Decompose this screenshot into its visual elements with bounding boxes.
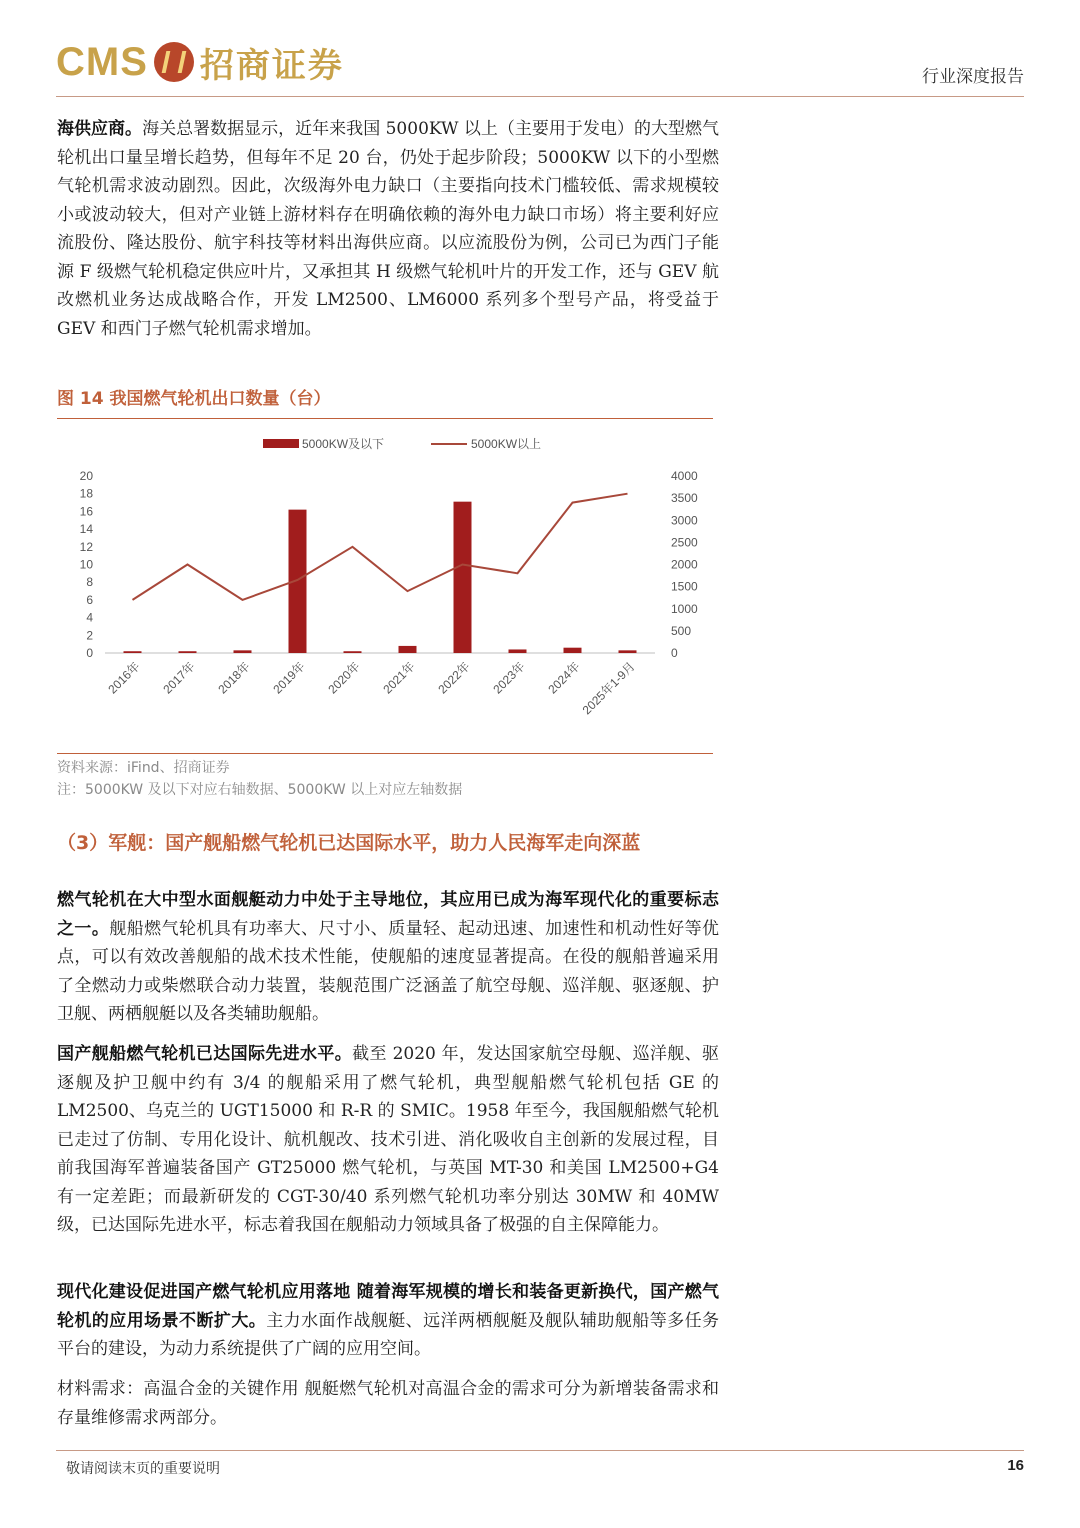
section-title: （3）军舰：国产舰船燃气轮机已达国际水平，助力人民海军走向深蓝	[57, 832, 641, 854]
y-left-tick-label: 4	[86, 610, 93, 625]
paragraph-naval-dominance	[57, 886, 719, 1029]
y-left-tick-label: 2	[86, 628, 93, 643]
company-logo	[56, 38, 344, 86]
x-tick-label: 2018年	[215, 659, 253, 697]
paragraph-body: 材料需求：高温合金的关键作用 舰艇燃气轮机对高温合金的需求可分为新增装备需求和存量维修需求两部分。	[57, 1379, 719, 1428]
bar-2023年	[509, 649, 527, 653]
footer-divider	[56, 1450, 1024, 1451]
figure-title: 图 14 我国燃气轮机出口数量（台）	[57, 389, 331, 409]
y-right-tick-label: 3000	[671, 513, 698, 528]
paragraph-material-demand	[57, 1375, 719, 1432]
x-tick-label: 2020年	[325, 659, 363, 697]
bar-2018年	[234, 650, 252, 653]
paragraph-body: 舰船燃气轮机具有功率大、尺寸小、质量轻、起动迅速、加速性和机动性好等优点，可以有效改善舰船的战术技术性能，使舰船的速度显著提高。在役的舰船普遍采用了全燃动力或柴燃联合动力装置，装舰范围广泛涵盖了航空母舰、巡洋舰、驱逐舰、护卫舰、两栖舰艇以及各类辅助舰船。	[57, 918, 720, 1024]
x-tick-label: 2025年1-9月	[579, 659, 638, 718]
bar-2017年	[179, 651, 197, 653]
paragraph-lead: 国产舰船燃气轮机已达国际先进水平。	[57, 1044, 353, 1064]
y-left-tick-label: 0	[86, 646, 93, 660]
legend-swatch-bar	[263, 439, 299, 448]
x-tick-label: 2016年	[105, 659, 143, 697]
logo-cn-text: 招商证券	[199, 45, 344, 86]
paragraph-export-suppliers	[57, 115, 719, 343]
export-chart	[57, 420, 713, 750]
paragraph-domestic-level	[57, 1040, 719, 1240]
bar-2022年	[454, 502, 472, 653]
header-divider	[56, 96, 1024, 97]
y-right-tick-label: 3500	[671, 491, 698, 506]
x-tick-label: 2021年	[380, 659, 418, 697]
y-left-tick-label: 12	[79, 539, 93, 554]
bar-2020年	[344, 651, 362, 653]
x-tick-label: 2024年	[545, 659, 583, 697]
paragraph-lead: 海供应商。	[57, 119, 143, 139]
bar-2021年	[399, 646, 417, 653]
y-right-tick-label: 4000	[671, 469, 698, 483]
y-left-tick-label: 8	[86, 575, 93, 590]
x-tick-label: 2019年	[270, 659, 308, 697]
y-left-tick-label: 6	[86, 592, 93, 607]
y-right-tick-label: 1000	[671, 601, 698, 616]
report-type: 行业深度报告	[922, 67, 1024, 87]
y-left-tick-label: 14	[79, 522, 93, 537]
y-right-tick-label: 500	[671, 623, 692, 638]
y-right-tick-label: 0	[671, 646, 678, 660]
y-right-tick-label: 2000	[671, 557, 698, 572]
paragraph-lead: 燃气轮机在大中型水面舰艇动力中处于主导地位，其应用已成为海军现代化的重要标志之一。	[57, 890, 719, 939]
y-left-tick-label: 20	[79, 469, 93, 483]
y-right-tick-label: 2500	[671, 535, 698, 550]
paragraph-body: 截至 2020 年，发达国家航空母舰、巡洋舰、驱逐舰及护卫舰中约有 3/4 的舰船采用了燃气轮机，典型舰船燃气轮机包括 GE 的 LM2500、乌克兰的 UGT15000 和 R-R 的 SMIC。1958 年至今，我国舰船燃气轮机已走过了仿制、专用化设计、航机舰改、技术引进、消化吸收自主创新的发展过程，目前我国海军普遍装备国产 GT25000 燃气轮机，与英国 MT-30 和美国 LM2500+G4 有一定差距；而最新研发的 CGT-30/40 系列燃气轮机功率分别达 30MW 和 40MW 级，已达国际先进水平，标志着我国在舰船动力领域具备了极强的自主保障能力。	[57, 1044, 719, 1235]
y-left-tick-label: 18	[79, 486, 93, 501]
legend-label-bar: 5000KW及以下	[302, 437, 385, 451]
paragraph-modernization	[57, 1278, 719, 1364]
figure-bottom-rule	[57, 753, 713, 754]
footer-disclaimer: 敬请阅读末页的重要说明	[66, 1461, 220, 1477]
x-tick-label: 2022年	[435, 659, 473, 697]
figure-top-rule	[57, 418, 713, 419]
page-number: 16	[1007, 1457, 1024, 1474]
logo-badge-icon	[154, 42, 194, 82]
line-series-5000kw-above	[133, 494, 628, 600]
x-tick-label: 2017年	[160, 659, 198, 697]
legend-label-line: 5000KW以上	[471, 437, 542, 451]
y-left-tick-label: 16	[79, 504, 93, 519]
paragraph-lead: 现代化建设促进国产燃气轮机应用落地 随着海军规模的增长和装备更新换代，国产燃气轮机的应用场景不断扩大。	[57, 1282, 719, 1331]
paragraph-body: 海关总署数据显示，近年来我国 5000KW 以上（主要用于发电）的大型燃气轮机出口量呈增长趋势，但每年不足 20 台，仍处于起步阶段；5000KW 以下的小型燃气轮机需求波动剧烈。因此，次级海外电力缺口（主要指向技术门槛较低、需求规模较小或波动较大，但对产业链上游材料存在明确依赖的海外电力缺口市场）将主要利好应流股份、隆达股份、航宇科技等材料出海供应商。以应流股份为例，公司已为西门子能源 F 级燃气轮机稳定供应叶片，又承担其 H 级燃气轮机叶片的开发工作，还与 GEV 航改燃机业务达成战略合作，开发 LM2500、LM6000 系列多个型号产品，将受益于 GEV 和西门子燃气轮机需求增加。	[57, 119, 720, 339]
y-right-tick-label: 1500	[671, 579, 698, 594]
figure-source: 资料来源：iFind、招商证券	[57, 760, 230, 776]
x-tick-label: 2023年	[490, 659, 528, 697]
bar-2024年	[564, 648, 582, 653]
logo-cms-text: CMS	[56, 39, 148, 84]
y-left-tick-label: 10	[79, 557, 93, 572]
paragraph-body: 主力水面作战舰艇、远洋两栖舰艇及舰队辅助舰船等多任务平台的建设，为动力系统提供了广阔的应用空间。	[57, 1310, 720, 1359]
bar-2025年1-9月	[619, 650, 637, 653]
bar-2016年	[124, 651, 142, 653]
figure-note: 注：5000KW 及以下对应右轴数据、5000KW 以上对应左轴数据	[57, 782, 463, 798]
